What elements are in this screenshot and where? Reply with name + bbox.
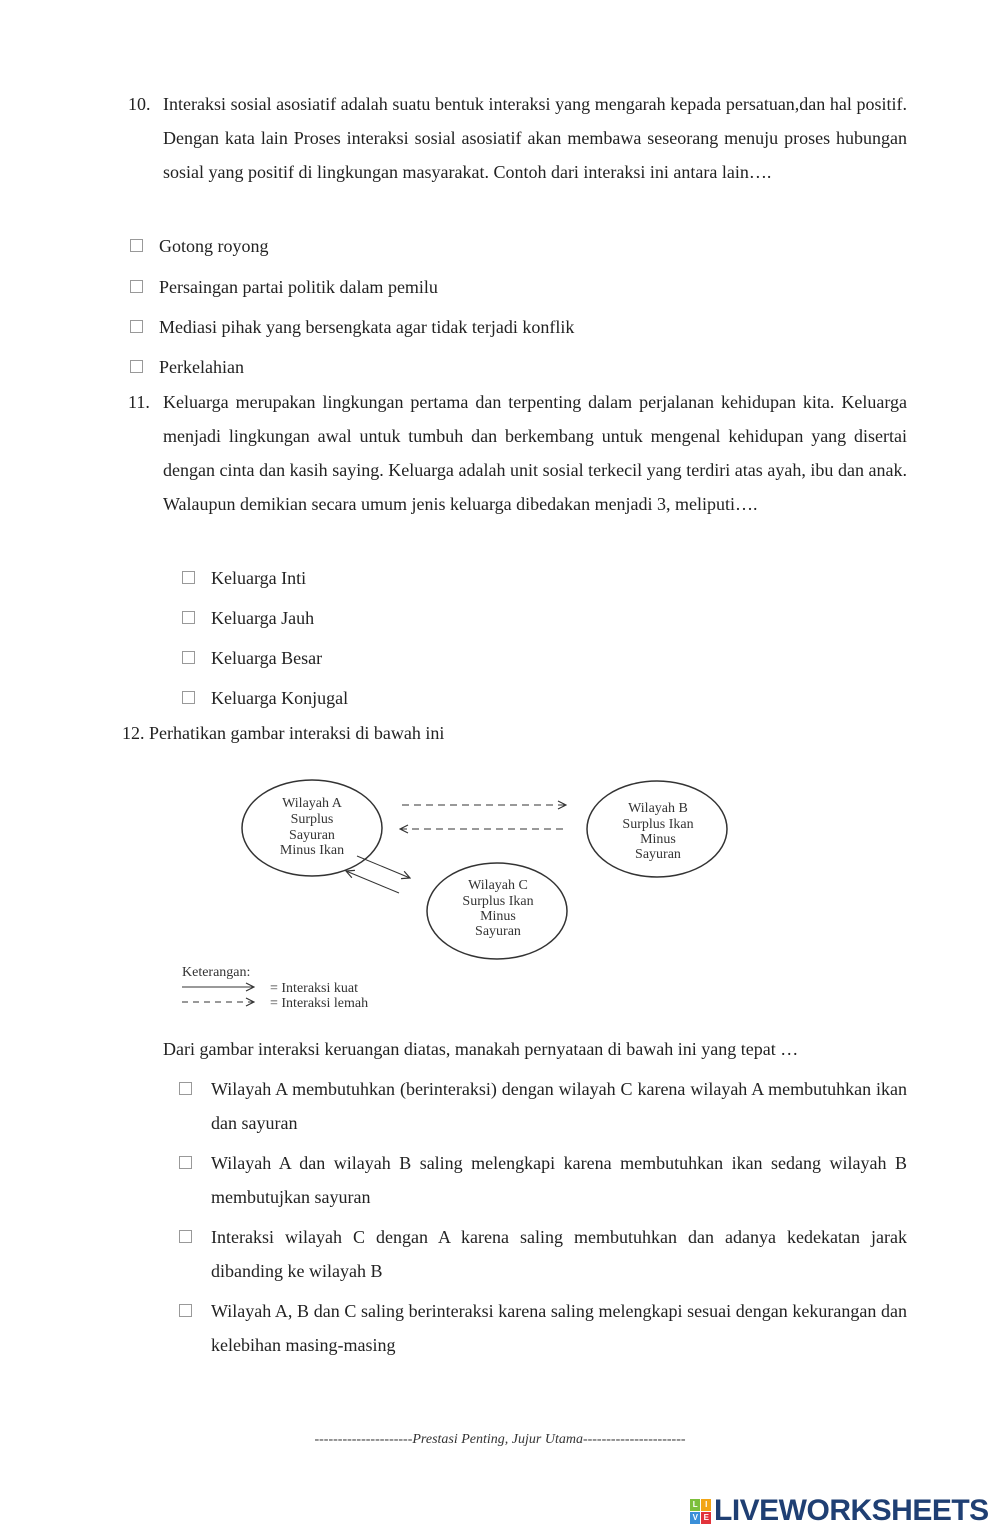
q10-option[interactable]: Gotong royong xyxy=(130,229,269,263)
q10-option[interactable]: Mediasi pihak yang bersengkata agar tidak terjadi konflik xyxy=(130,310,574,344)
q11-option[interactable]: Keluarga Inti xyxy=(182,561,306,595)
label: Surplus xyxy=(290,812,334,827)
q10-number: 10. xyxy=(128,94,151,114)
checkbox[interactable] xyxy=(182,651,195,664)
label: Minus Ikan xyxy=(279,843,345,858)
q12-heading: 12. Perhatikan gambar interaksi di bawah ini xyxy=(122,723,445,743)
interaction-diagram xyxy=(170,770,750,1020)
footer-motto: ---------------------Prestasi Penting, Jujur Utama---------------------- xyxy=(314,1432,686,1447)
checkbox[interactable] xyxy=(182,691,195,704)
strong-arrow xyxy=(357,856,410,878)
q12-option[interactable]: Interaksi wilayah C dengan A karena saling membutuhkan dan adanya kedekatan jarak dibanding ke wilayah B xyxy=(179,1220,907,1288)
q11-number: 11. xyxy=(128,392,150,412)
label: Surplus Ikan xyxy=(622,817,694,832)
q12-question: Dari gambar interaksi keruangan diatas, manakah pernyataan di bawah ini yang tepat … xyxy=(163,1039,799,1059)
label: Sayuran xyxy=(635,847,681,862)
q10-text: Interaksi sosial asosiatif adalah suatu bentuk interaksi yang mengarah kepada persatuan,dan hal positif. Dengan kata lain Proses interaksi sosial asosiatif akan membawa seseorang menuju proses hubungan sosial yang positif di lingkungan masyarakat. Contoh dari interaksi ini antara lain…. xyxy=(163,94,907,182)
checkbox[interactable] xyxy=(179,1304,192,1317)
q12-option[interactable]: Wilayah A dan wilayah B saling melengkapi karena membutuhkan ikan sedang wilayah B membutujkan sayuran xyxy=(179,1146,907,1214)
q12-option[interactable]: Wilayah A, B dan C saling berinteraksi karena saling melengkapi sesuai dengan kekurangan dan kelebihan masing-masing xyxy=(179,1294,907,1362)
q11-option[interactable]: Keluarga Konjugal xyxy=(182,681,348,715)
checkbox[interactable] xyxy=(182,611,195,624)
q11-option[interactable]: Keluarga Jauh xyxy=(182,601,314,635)
label: Sayuran xyxy=(475,924,521,939)
label: Wilayah C xyxy=(468,878,528,893)
logo-icon: L I V E xyxy=(690,1499,711,1524)
checkbox[interactable] xyxy=(179,1156,192,1169)
checkbox[interactable] xyxy=(182,571,195,584)
label: Surplus Ikan xyxy=(462,894,534,909)
label: Minus xyxy=(480,909,516,924)
logo-text: LIVEWORKSHEETS xyxy=(714,1494,989,1527)
liveworksheets-logo xyxy=(690,1494,989,1528)
checkbox[interactable] xyxy=(130,280,143,293)
legend-title: Keterangan: xyxy=(182,965,251,980)
q12-option[interactable]: Wilayah A membutuhkan (berinteraksi) dengan wilayah C karena wilayah A membutuhkan ikan dan sayuran xyxy=(179,1072,907,1140)
label: Minus xyxy=(640,832,676,847)
q10-option[interactable]: Persaingan partai politik dalam pemilu xyxy=(130,270,438,304)
checkbox[interactable] xyxy=(130,360,143,373)
q10-option[interactable]: Perkelahian xyxy=(130,350,244,384)
legend-weak: = Interaksi lemah xyxy=(270,996,369,1011)
checkbox[interactable] xyxy=(179,1230,192,1243)
q11-option[interactable]: Keluarga Besar xyxy=(182,641,322,675)
q11-text: Keluarga merupakan lingkungan pertama dan terpenting dalam perjalanan kehidupan kita. Keluarga menjadi lingkungan awal untuk tumbuh dan berkembang untuk mengenal kehidupan yang disertai dengan cinta dan kasih saying. Keluarga adalah unit sosial terkecil yang terdiri atas ayah, ibu dan anak. Walaupun demikian secara umum jenis keluarga dibedakan menjadi 3, meliputi…. xyxy=(163,392,907,514)
checkbox[interactable] xyxy=(179,1082,192,1095)
label: Wilayah A xyxy=(282,796,342,811)
legend-strong: = Interaksi kuat xyxy=(270,981,358,996)
label: Sayuran xyxy=(289,828,335,843)
checkbox[interactable] xyxy=(130,320,143,333)
label: Wilayah B xyxy=(628,801,688,816)
checkbox[interactable] xyxy=(130,239,143,252)
strong-arrow xyxy=(346,871,399,893)
